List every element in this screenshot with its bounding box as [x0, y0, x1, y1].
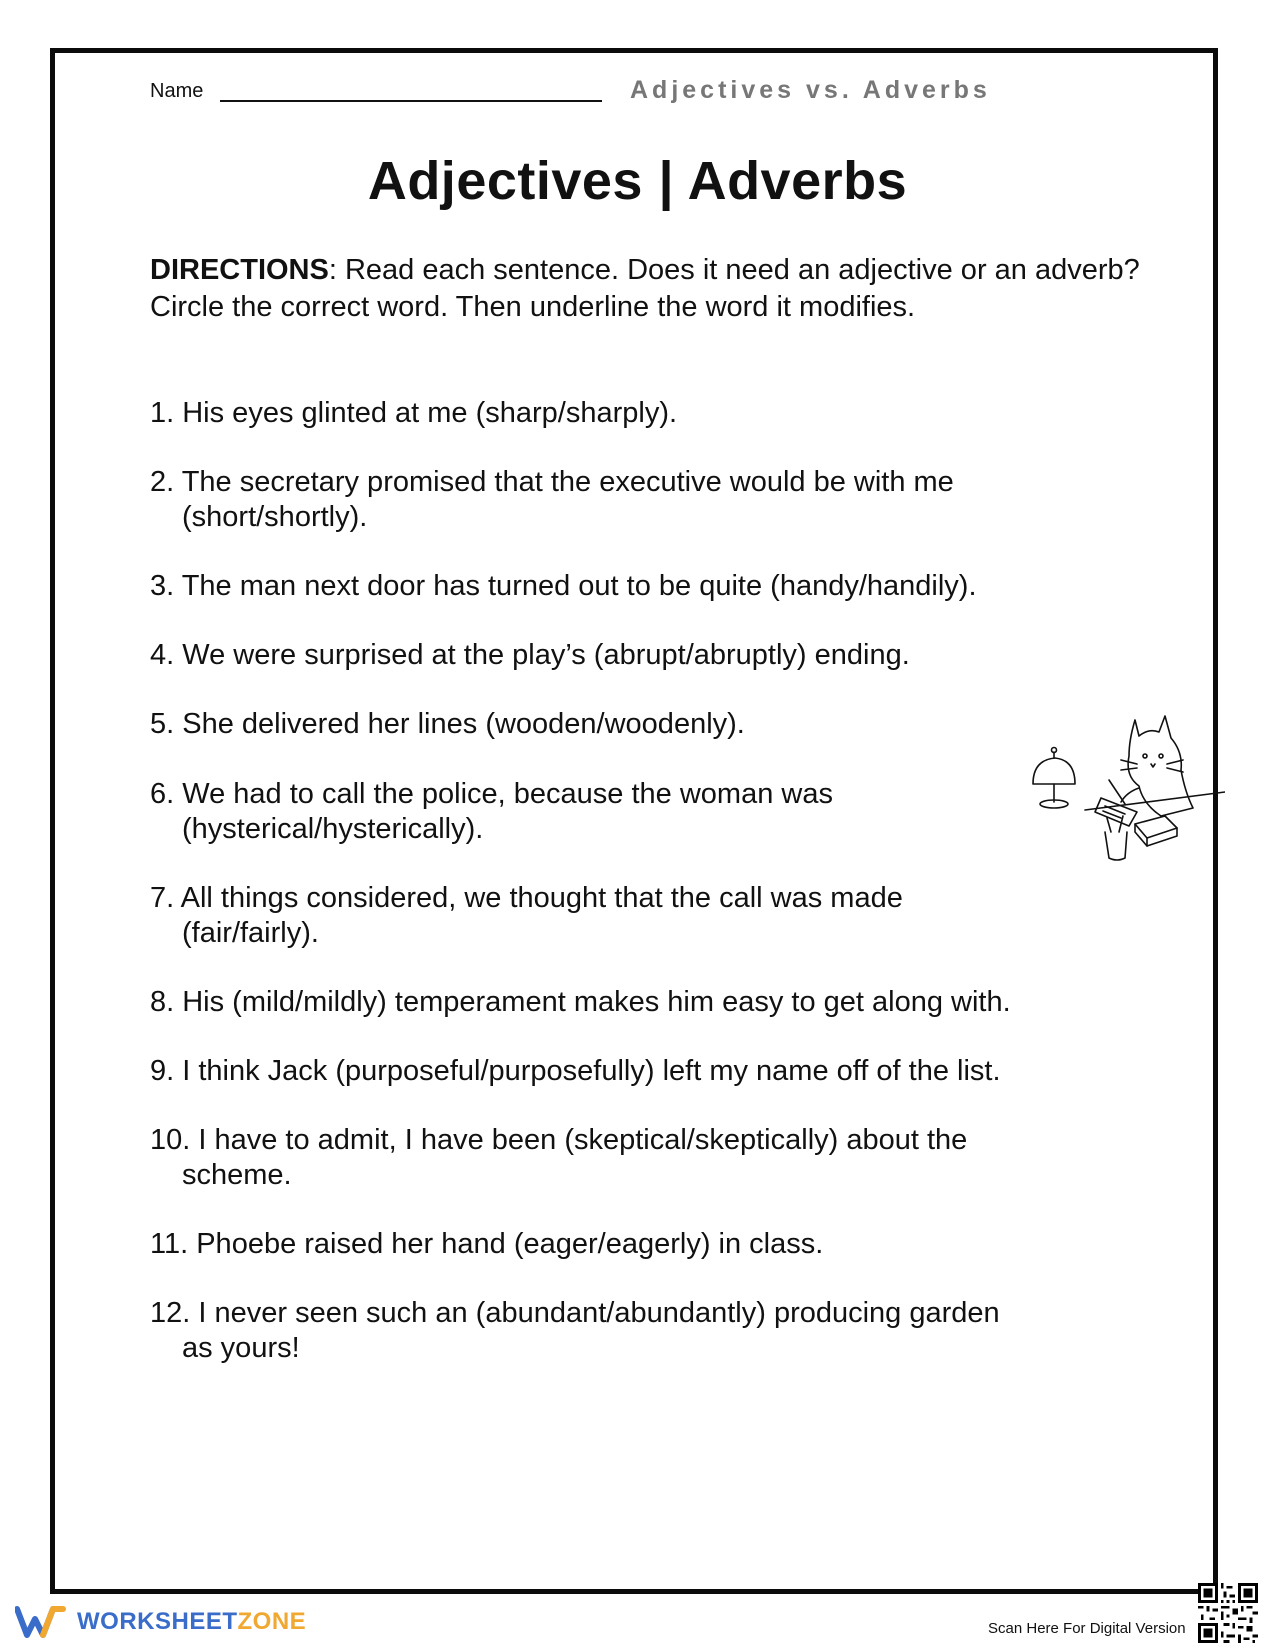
- worksheetzone-logo-icon: [15, 1605, 67, 1639]
- question-item: [150, 1054, 1001, 1089]
- question-text: 3. The man next door has turned out to be quite (handy/handily).: [150, 570, 977, 602]
- question-text: 2. The secretary promised that the executive would be with me: [150, 466, 954, 498]
- question-text: 9. I think Jack (purposeful/purposefully) left my name off of the list.: [150, 1055, 1001, 1087]
- question-text: 7. All things considered, we thought that the call was made: [150, 882, 903, 914]
- question-item: [150, 1227, 823, 1262]
- directions-label: DIRECTIONS: [150, 254, 329, 286]
- question-text-continued: (short/shortly).: [182, 501, 368, 533]
- question-text-continued: (hysterical/hysterically).: [182, 813, 484, 845]
- question-item: [150, 396, 677, 431]
- question-text: 10. I have to admit, I have been (skeptical/skeptically) about the: [150, 1124, 968, 1156]
- question-text: 12. I never seen such an (abundant/abundantly) producing garden: [150, 1297, 1000, 1329]
- question-item: [150, 1296, 1000, 1366]
- question-item: [150, 638, 910, 673]
- question-text: 11. Phoebe raised her hand (eager/eagerly) in class.: [150, 1228, 824, 1260]
- question-text-continued: scheme.: [182, 1159, 292, 1191]
- scan-caption: Scan Here For Digital Version: [988, 1620, 1186, 1637]
- question-text: 6. We had to call the police, because the woman was: [150, 778, 833, 810]
- question-text-continued: (fair/fairly).: [182, 917, 319, 949]
- page-title: Adjectives | Adverbs: [367, 151, 908, 211]
- directions: [150, 252, 1150, 326]
- worksheetzone-logo[interactable]: [15, 1602, 306, 1642]
- question-item: [150, 985, 1011, 1020]
- header-subtitle: Adjectives vs. Adverbs: [630, 76, 991, 104]
- question-text: 1. His eyes glinted at me (sharp/sharply).: [150, 397, 678, 429]
- directions-text: : Read each sentence. Does it need an adjective or an adverb? Circle the correct word. Then underline the word it modifies.: [150, 254, 1140, 323]
- question-item: [150, 881, 903, 951]
- question-text-continued: as yours!: [182, 1332, 300, 1364]
- cat-writing-illustration: [1025, 712, 1225, 864]
- qr-code[interactable]: [1198, 1583, 1258, 1643]
- question-text: 8. His (mild/mildly) temperament makes him easy to get along with.: [150, 986, 1011, 1018]
- question-item: [150, 465, 954, 535]
- question-item: [150, 777, 833, 847]
- name-label: Name: [150, 80, 204, 102]
- question-text: 4. We were surprised at the play’s (abrupt/abruptly) ending.: [150, 639, 910, 671]
- logo-text: WORKSHEETZONE: [77, 1608, 307, 1635]
- question-text: 5. She delivered her lines (wooden/woodenly).: [150, 708, 745, 740]
- question-item: [150, 569, 977, 604]
- name-input-line[interactable]: [220, 100, 602, 102]
- question-item: [150, 1123, 967, 1193]
- question-item: [150, 707, 745, 742]
